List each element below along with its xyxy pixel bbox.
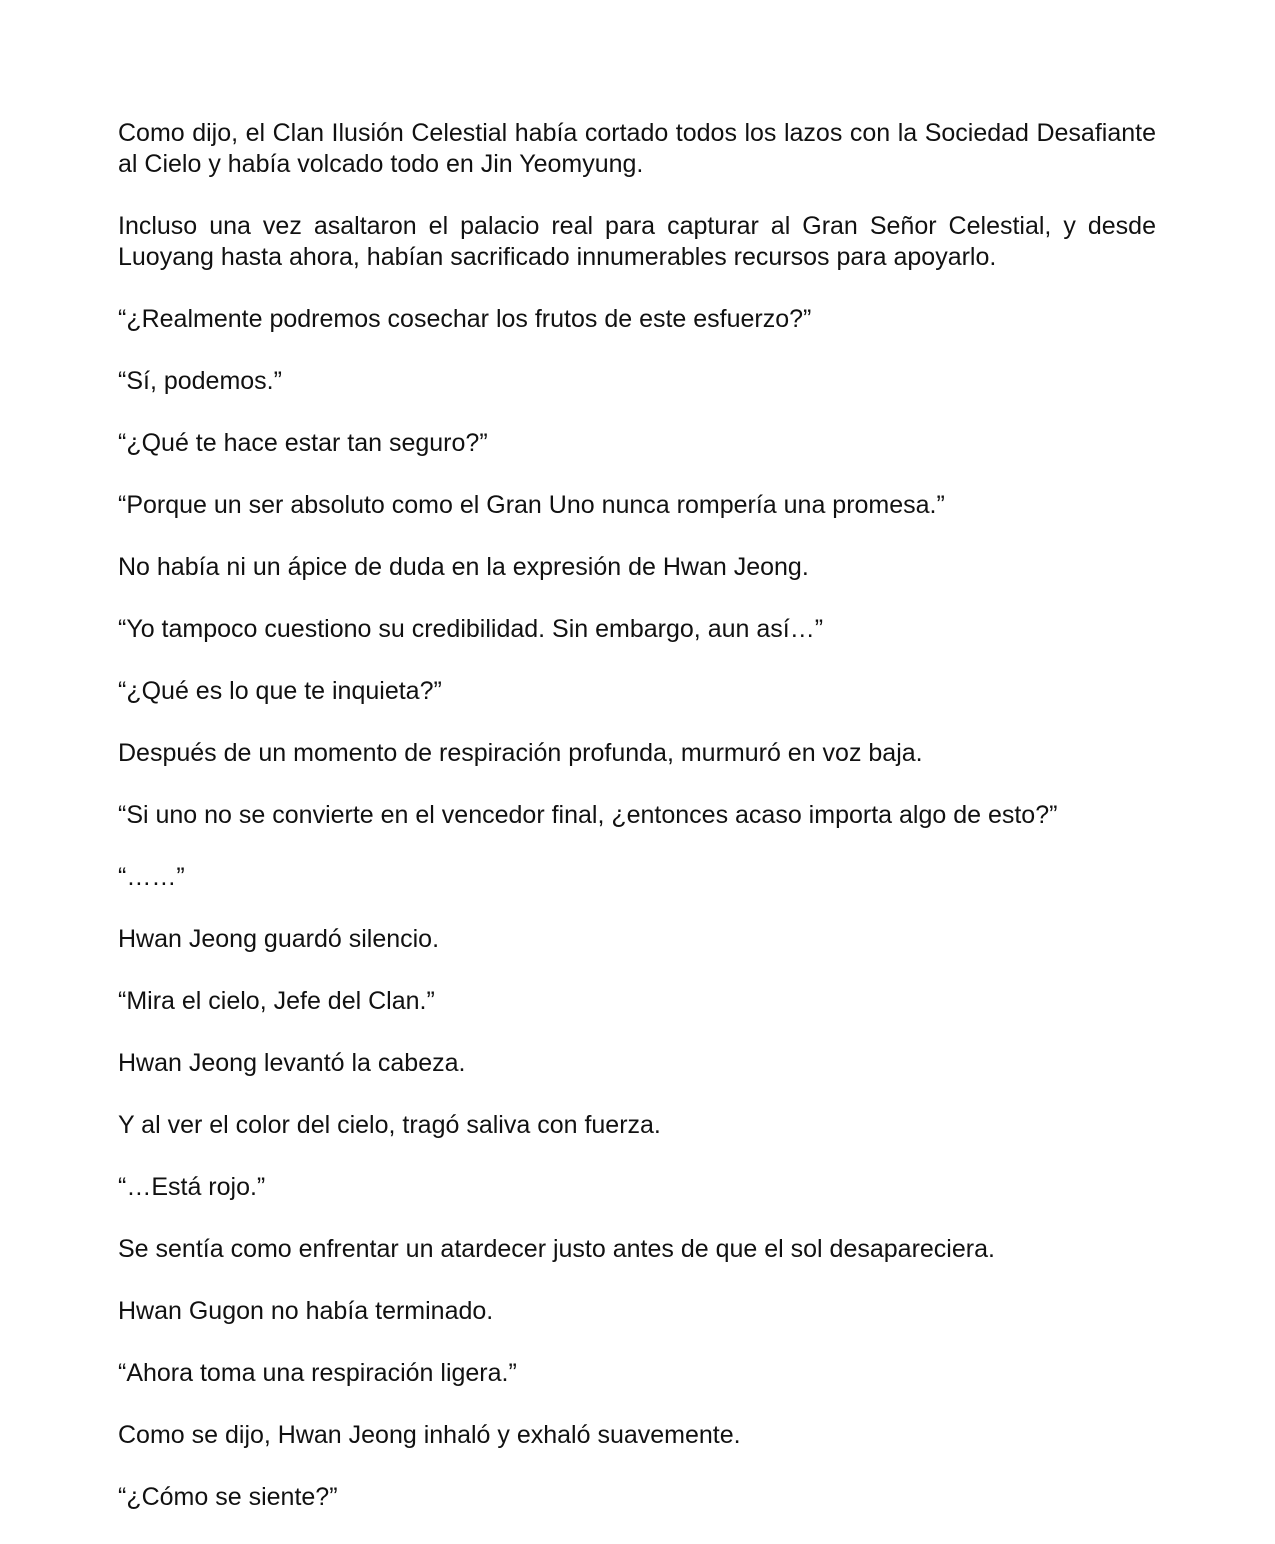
paragraph-22: “¿Cómo se siente?” <box>118 1483 338 1511</box>
paragraph-18: Se sentía como enfrentar un atardecer justo antes de que el sol desapareciera. <box>118 1235 995 1263</box>
paragraph-9: “¿Qué es lo que te inquieta?” <box>118 677 442 705</box>
paragraph-5: “¿Qué te hace estar tan seguro?” <box>118 429 488 457</box>
paragraph-16: Y al ver el color del cielo, tragó saliva con fuerza. <box>118 1111 661 1139</box>
paragraph-17: “…Está rojo.” <box>118 1173 266 1201</box>
paragraph-3: “¿Realmente podremos cosechar los frutos de este esfuerzo?” <box>118 305 812 333</box>
paragraph-4: “Sí, podemos.” <box>118 367 282 395</box>
paragraph-8: “Yo tampoco cuestiono su credibilidad. Sin embargo, aun así…” <box>118 615 824 643</box>
paragraph-1: Como dijo, el Clan Ilusión Celestial había cortado todos los lazos con la Sociedad Desafiante al Cielo y había volcado todo en Jin Yeomyung. <box>118 119 1156 178</box>
paragraph-15: Hwan Jeong levantó la cabeza. <box>118 1049 466 1077</box>
paragraph-21: Como se dijo, Hwan Jeong inhaló y exhaló suavemente. <box>118 1421 741 1449</box>
paragraph-10: Después de un momento de respiración profunda, murmuró en voz baja. <box>118 739 923 767</box>
body-text <box>118 118 1156 1544</box>
paragraph-7: No había ni un ápice de duda en la expresión de Hwan Jeong. <box>118 553 809 581</box>
paragraph-14: “Mira el cielo, Jefe del Clan.” <box>118 987 435 1015</box>
paragraph-12: “……” <box>118 863 185 891</box>
paragraph-19: Hwan Gugon no había terminado. <box>118 1297 494 1325</box>
paragraph-13: Hwan Jeong guardó silencio. <box>118 925 440 953</box>
paragraph-11: “Si uno no se convierte en el vencedor final, ¿entonces acaso importa algo de esto?” <box>118 801 1058 829</box>
paragraph-2: Incluso una vez asaltaron el palacio real para capturar al Gran Señor Celestial, y desde Luoyang hasta ahora, habían sacrificado innumerables recursos para apoyarlo. <box>118 212 1156 271</box>
paragraph-20: “Ahora toma una respiración ligera.” <box>118 1359 517 1387</box>
paragraph-6: “Porque un ser absoluto como el Gran Uno nunca rompería una promesa.” <box>118 491 945 519</box>
